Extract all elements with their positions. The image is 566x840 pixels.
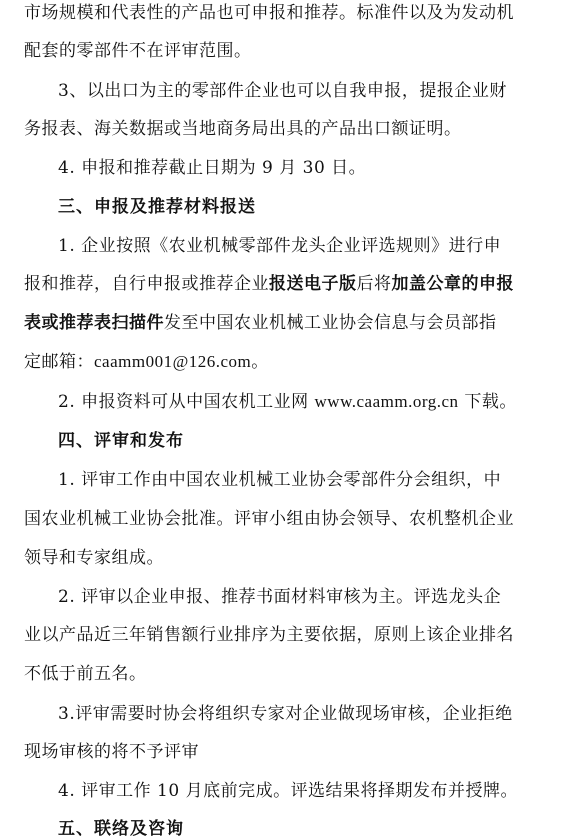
section-3-p1-line-4-text-a: 定邮箱： [24,352,94,372]
section-3-p1-line-3-text: 发至中国农业机械工业协会信息与会员部指 [164,313,497,333]
paragraph-continuation-line-1: 市场规模和代表性的产品也可申报和推荐。标准件以及为发动机 [24,3,514,23]
section-5-heading: 五、联络及咨询 [58,819,184,839]
section-3-p1-line-2-text-b: 后将 [356,274,392,294]
section-3-p1-line-4-text-b: 。 [251,352,269,372]
section-3-p2-line-1 [58,391,544,413]
email-address: caamm001@126.com [94,352,252,371]
section-3-p1-line-3-bold: 表或推荐表扫描件 [24,313,164,333]
website-url: www.caamm.org.cn [314,392,459,411]
section-4-p3-line-1: 3.评审需要时协会将组织专家对企业做现场审核，企业拒绝 [58,704,513,724]
section-3-p2-text-b: 下载。 [458,392,517,412]
section-4-p2-line-2: 业以产品近三年销售额行业排序为主要依据，原则上该企业排名 [24,625,514,645]
section-3-p1-line-1: 1. 企业按照《农业机械零部件龙头企业评选规则》进行申 [58,236,502,256]
section-4-p1-line-3: 领导和专家组成。 [24,548,164,568]
section-3-p1-line-2 [24,273,544,295]
section-4-p1-line-2: 国农业机械工业协会批准。评审小组由协会领导、农机整机企业 [24,509,514,529]
section-4-p1-line-1: 1. 评审工作由中国农业机械工业协会零部件分会组织，中 [58,470,502,490]
item-3-line-1: 3、以出口为主的零部件企业也可以自我申报，提报企业财 [58,81,507,101]
section-4-p2-line-1: 2. 评审以企业申报、推荐书面材料审核为主。评选龙头企 [58,587,502,607]
section-3-heading: 三、申报及推荐材料报送 [58,197,256,217]
section-3-p1-line-2-bold-a: 报送电子版 [269,274,357,294]
section-4-p2-line-3: 不低于前五名。 [24,664,147,684]
paragraph-continuation-line-2: 配套的零部件不在评审范围。 [24,41,252,61]
section-3-p1-line-3 [24,312,544,334]
section-3-p2-text-a: 2. 申报资料可从中国农机工业网 [58,392,315,412]
section-4-heading: 四、评审和发布 [58,431,184,451]
item-3-line-2: 务报表、海关数据或当地商务局出具的产品出口额证明。 [24,119,462,139]
section-3-p1-line-2-text-a: 报和推荐，自行申报或推荐企业 [24,274,269,294]
section-4-p3-line-2: 现场审核的将不予评审 [24,742,199,762]
section-3-p1-line-4 [24,351,544,373]
section-3-p1-line-2-bold-b: 加盖公章的申报 [391,274,514,294]
section-4-p4-line-1: 4. 评审工作 10 月底前完成。评选结果将择期发布并授牌。 [58,781,519,801]
item-4-line-1: 4. 申报和推荐截止日期为 9 月 30 日。 [58,158,367,178]
